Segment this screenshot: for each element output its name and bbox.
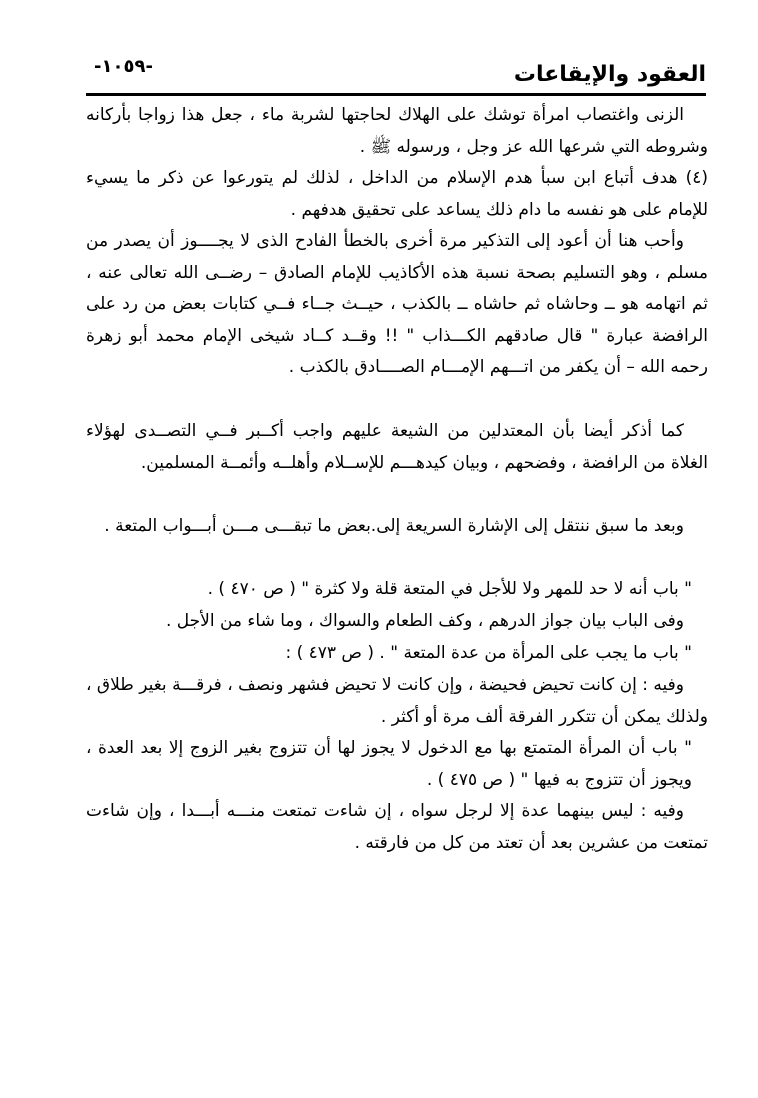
chapter-quote-no-limit: " باب أنه لا حد للمهر ولا للأجل في المتعة قلة ولا كثرة " ( ص ٤٧٠ ) . [207,579,692,599]
chapter-quote-waiting-period: " باب ما يجب على المرأة من عدة المتعة " . ( ص ٤٧٣ ) : [285,643,692,663]
paragraph-point-4: (٤) هدف أتباع ابن سبأ هدم الإسلام من الداخل ، لذلك لم يتورعوا عن ذكر ما يسيء للإمام على هو نفسه ما دام ذلك يساعد على تحقيق هدفهم . [86,168,708,220]
body-text [86,100,708,859]
header-divider [86,93,706,96]
paragraph-no-iddah: وفيه : ليس بينهما عدة إلا لرجل سواه ، إن شاءت تمتعت منـــه أبـــدا ، وإن شاءت تمتعت من عشرين بعد أن تعتد من كل من فارقته . [86,801,708,853]
paragraph-remaining-chapters: وبعد ما سبق ننتقل إلى الإشارة السريعة إلى.بعض ما تبقـــى مـــن أبـــواب المتعة . [104,516,684,536]
chapter-title: العقود والإيقاعات [513,62,706,87]
chapter-quote-remarriage: " باب أن المرأة المتمتع بها مع الدخول لا يجوز لها أن تتزوج بغير الزوج إلا بعد العدة ، ويجوز أن تتزوج به فيها " ( ص ٤٧٥ ) . [86,738,692,790]
page-number: -١٠٥٩- [94,56,153,77]
page-header [86,52,706,92]
paragraph-menstruation: وفيه : إن كانت تحيض فحيضة ، وإن كانت لا تحيض فشهر ونصف ، فرقـــة بغير طلاق ، ولذلك يمكن أن تتكرر الفرقة ألف مرة أو أكثر . [86,675,708,727]
paragraph-dirham: وفى الباب بيان جواز الدرهم ، وكف الطعام والسواك ، وما شاء من الأجل . [165,611,684,631]
paragraph-zina-continuation: الزنى واغتصاب امرأة توشك على الهلاك لحاجتها لشربة ماء ، جعل هذا زواجا بأركانه وشروطه التي شرعها الله عز وجل ، ورسوله ﷺ . [86,105,708,157]
paragraph-moderate-shia: كما أذكر أيضا بأن المعتدلين من الشيعة عليهم واجب أكــبر فــي التصــدى لهؤلاء الغلاة من الرافضة ، وفضحهم ، وبيان كيدهـــم للإســلام وأهلــه وأئمــة المسلمين. [86,421,708,473]
paragraph-imam-sadiq: وأحب هنا أن أعود إلى التذكير مرة أخرى بالخطأ الفادح الذى لا يجــــوز أن يصدر من مسلم ، وهو التسليم بصحة نسبة هذه الأكاذيب للإمام الصادق – رضــى الله تعالى عنه ، ثم اتهامه هو ــ وحاشاه ثم حاشاه ــ بالكذب ، حيــث جــاء فــي كتابات بعض من رد على الرافضة عبارة " قال صادقهم الكـــذاب " !! وقــد كــاد شيخى الإمام محمد أبو زهرة رحمه الله – أن يكفر من اتـــهم الإمـــام الصــــادق بالكذب . [86,231,708,378]
